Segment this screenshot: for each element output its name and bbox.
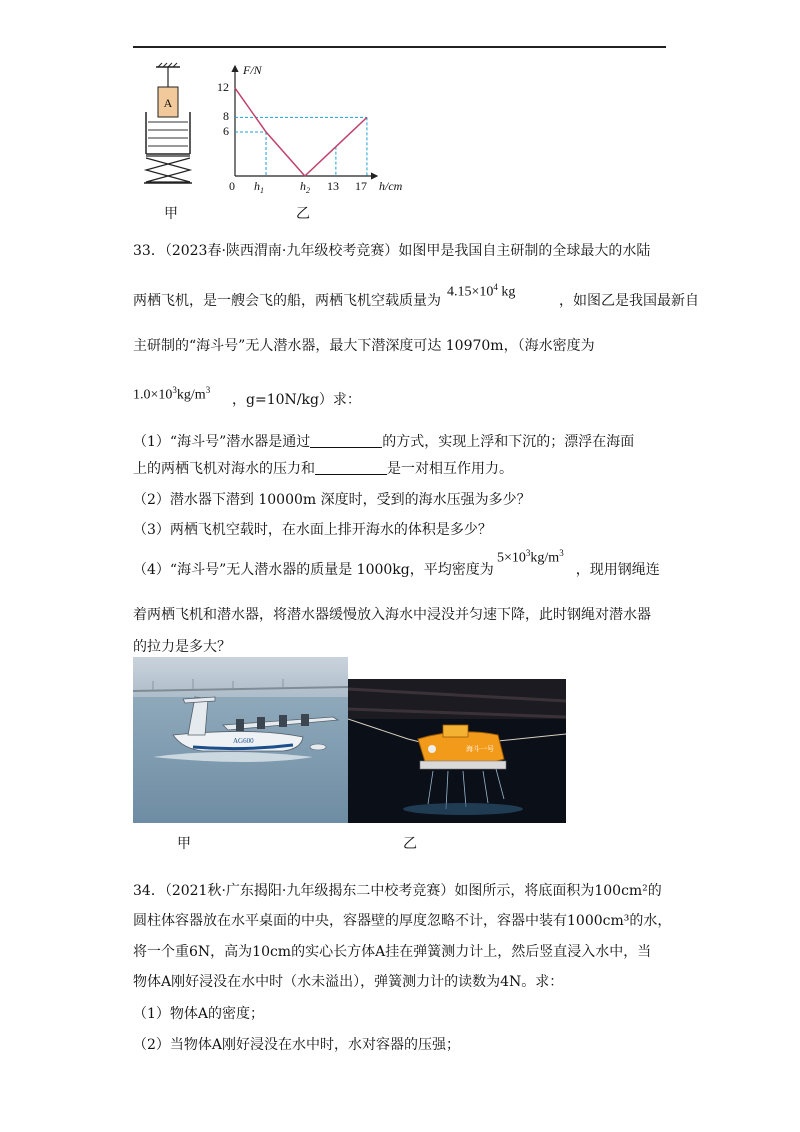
x-tick-h1: $h_1$ — [254, 179, 264, 195]
q33-p4-text-b: ，现用钢绳连 — [575, 562, 660, 578]
header-rule — [133, 46, 666, 48]
q33-part4-line2: 着两栖飞机和潜水器，将潜水器缓慢放入海水中浸没并匀速下降，此时钢绳对潜水器 — [133, 607, 651, 623]
x-axis-label: h/cm — [379, 179, 403, 193]
force-curve-segment — [305, 147, 336, 176]
q34-part2: （2）当物体A刚好浸没在水中时，水对容器的压强； — [133, 1037, 461, 1053]
q34-line3: 将一个重6N，高为10cm的实心长方体A挂在弹簧测力计上，然后竖直浸入水中，当 — [133, 944, 652, 960]
force-curve-segment — [336, 117, 367, 146]
density-formula: $1.0\times 10^3kg/m^3$ — [133, 385, 211, 403]
y-tick-6: 6 — [223, 124, 229, 138]
q33-p4-text-a: （4）“海斗号”无人潜水器的质量是 1000kg，平均密度为 — [133, 562, 494, 578]
q33-part1-line1 — [133, 431, 634, 451]
mass-formula: $4.15\times 10^4$ kg — [447, 282, 516, 300]
figure-caption-jia: 甲 — [164, 206, 178, 222]
q33-line2-suffix: ，如图乙是我国最新自 — [559, 293, 699, 309]
q33-line1: 33．（2023春·陕西渭南·九年级校考竞赛）如图甲是我国自主研制的全球最大的水陆 — [133, 243, 651, 259]
origin-label: 0 — [229, 179, 235, 193]
force-curve-segment — [266, 132, 305, 176]
q33-part1-line2 — [133, 458, 513, 478]
answer-blank-1[interactable] — [310, 433, 382, 448]
q33-line2 — [133, 290, 699, 310]
q33-p1-text-c: 上的两栖飞机对海水的压力和 — [133, 461, 315, 477]
x-tick-13: 13 — [327, 179, 339, 193]
q33-line3: 主研制的“海斗号”无人潜水器，最大下潜深度可达 10970m，（海水密度为 — [133, 338, 595, 354]
x-tick-h2: $h_2$ — [300, 179, 310, 195]
q33-part2: （2）潜水器下潜到 10000m 深度时，受到的海水压强为多少？ — [133, 492, 531, 508]
q33-p1-text-b: 的方式，实现上浮和下沉的；漂浮在海面 — [382, 434, 635, 450]
seaplane-photo — [133, 657, 348, 823]
q33-part4-line1 — [133, 559, 660, 579]
sub-density-formula: $5\times 10^3kg/m^3$ — [497, 548, 564, 566]
svg-text:海斗一号: 海斗一号 — [466, 745, 494, 753]
q33-line2-prefix: 两栖飞机，是一艘会飞的船，两栖飞机空载质量为 — [133, 293, 441, 309]
submersible-photo — [348, 679, 566, 823]
y-axis-label: F/N — [243, 63, 262, 77]
force-curve-segment — [235, 88, 266, 132]
q34-line4: 物体A刚好浸没在水中时（水未溢出），弹簧测力计的读数为4N。求： — [133, 974, 564, 990]
force-depth-chart — [215, 58, 415, 198]
q34-part1: （1）物体A的密度； — [133, 1006, 265, 1022]
photo-caption-yi: 乙 — [403, 836, 417, 852]
q33-p1-text-d: 是一对相互作用力。 — [387, 461, 513, 477]
y-tick-8: 8 — [223, 109, 229, 123]
plane-marking: AG600 — [233, 737, 254, 745]
q33-part3: （3）两栖飞机空载时，在水面上排开海水的体积是多少？ — [133, 522, 492, 538]
answer-blank-2[interactable] — [315, 460, 387, 475]
block-a-label: A — [163, 96, 173, 110]
spring-balance-figure — [138, 62, 208, 187]
figure-caption-yi: 乙 — [296, 206, 310, 222]
q33-p1-text-a: （1）“海斗号”潜水器是通过 — [133, 434, 311, 450]
q33-line4-suffix: ，g=10N/kg）求： — [232, 392, 361, 408]
y-tick-12: 12 — [217, 80, 229, 94]
q33-part4-line3: 的拉力是多大？ — [133, 639, 231, 655]
photo-caption-jia: 甲 — [177, 836, 191, 852]
q34-line1: 34．（2021秋·广东揭阳·九年级揭东二中校考竞赛）如图所示，将底面积为100cm²的 — [133, 883, 662, 899]
x-tick-17: 17 — [355, 179, 367, 193]
q34-line2: 圆柱体容器放在水平桌面的中央，容器壁的厚度忽略不计，容器中装有1000cm³的水， — [133, 913, 672, 929]
